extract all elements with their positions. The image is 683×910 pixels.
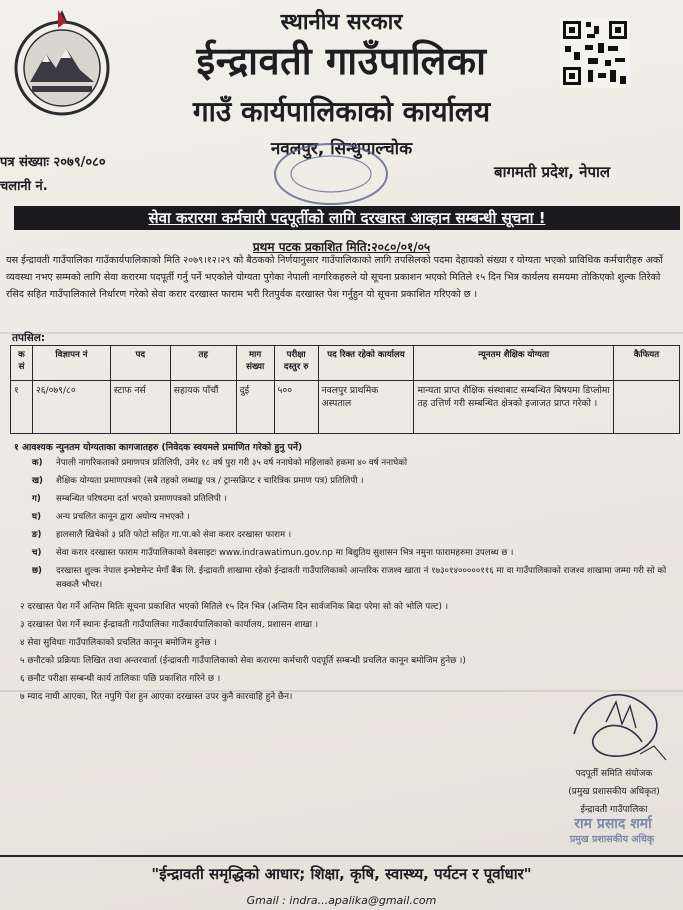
item-marker: घ) xyxy=(32,512,42,522)
item-marker: ग) xyxy=(32,494,41,504)
intro-paragraph: यस ईन्द्रावती गाउँपालिका गाउँकार्यपालिकाको मिति २०७९।१२।२९ को बैठकको निर्णयानुसार गाउँपालिकाको लागि तपसिलको पदमा देहायको संख्या र योग्यता भएको प्राविधिक कर्मचारीहरु अर्को व्यवस्था नभए सम्मको लागि सेवा करारमा पदपूर्ती गर्नु पर्ने भएकोले योग्यता पुगेका नेपाली नागरिकहरुले यो सूचना प्रकाशन भएको मितिले १५ दिन भित्र कार्यलय समयमा तोकिएको शुल्क तिरेको रसिद सहित गाउँपालिकाले निर्धारण गरेको सेवा करार दरखास्त फाराम भरी रितपुर्वक दरखास्त पेश गर्नुहुन यो सूचना प्रकाशित गरिएको छ । xyxy=(6,255,663,300)
publication-date: प्रथम पटक प्रकाशित मिति:२०८०/०१/०५ xyxy=(252,240,431,254)
footer-divider xyxy=(0,855,683,857)
table-row xyxy=(11,381,680,434)
item-marker: छ) xyxy=(32,566,42,576)
item-marker: च) xyxy=(32,548,42,558)
details-label: तपसिल: xyxy=(12,332,46,344)
cell-post: स्टाफ नर्स xyxy=(110,381,170,434)
col-header-qualification: न्यूनतम शैक्षिक योग्यता xyxy=(414,346,614,381)
cell-fee: ५०० xyxy=(274,381,318,434)
cell-remarks xyxy=(614,381,680,434)
signature-role: पदपूर्ती समिति संयोजक xyxy=(575,769,653,779)
item-text: दरखास्त शुल्क नेपाल इन्भेष्टमेन्ट मेगाँ बैंक लि. ईन्द्रावती शाखामा रहेको ईन्द्रावती गाउँपालिकाको आन्तरिक राजश्व खाता नं १७३०१४०००००११६ मा वा गाउँपालिकाको राजश्व शाखामा जम्मा गरी सो को सक्कलै भौचर। xyxy=(56,566,667,590)
letter-number: पत्र संख्याः २०७९/०८० xyxy=(0,155,106,170)
paper-fold xyxy=(0,332,683,334)
vacancy-table xyxy=(10,345,680,434)
cell-qualification: मान्यता प्राप्त शैक्षिक संस्थाबाट सम्बन्धित बिषयमा डिप्लोमा तह उत्तिर्ण गरी सम्बन्धित क्षेत्रको इजाजत प्राप्त गरेको । xyxy=(414,381,614,434)
col-header-level: तह xyxy=(170,346,236,381)
item-text: अन्य प्रचलित कानून द्वारा अयोग्य नभएको । xyxy=(56,512,190,522)
signature-office: ईन्द्रावती गाउँपालिका xyxy=(580,805,648,815)
list-item: ६ छनौट परीक्षा सम्बन्धी कार्य तालिकाः पछि प्रकाशित गरिने छ । xyxy=(20,674,221,684)
dispatch-number: चलानी नं. xyxy=(0,179,48,194)
handwritten-signature xyxy=(556,672,678,772)
col-header-serial: क सं xyxy=(11,346,33,381)
list-item: ५ छनौटको प्रक्रियाः लिखित तथा अन्तरवार्ता (ईन्द्रावती गाउँपालिकाको सेवा करारमा कर्मचारी पदपूर्ति सम्बन्धी प्रचलित कानून बमोजिम हुनेछ ।) xyxy=(20,656,466,666)
item-text: सेवा करार दरखास्त फाराम गाउँपालिकाको वेबसाइटः www.indrawatimun.gov.np मा बिद्युतिय सुशासन भित्र नमुना फारामहरुमा उपलब्ध छ । xyxy=(56,548,514,558)
list-item: ३ दरखास्त पेश गर्ने स्थानः ईन्द्रावती गाउँपालिका गाउँकार्यपालिकाको कार्यालय, प्रशासन शाखा । xyxy=(20,620,319,630)
signatory-designation-stamp: प्रमुख प्रशासकीय अधिकृ xyxy=(569,834,655,845)
cell-demand: दुई xyxy=(236,381,274,434)
notice-title: सेवा करारमा कर्मचारी पदपूर्तीको लागि दरखास्त आव्हान सम्बन्धी सूचना ! xyxy=(148,209,546,227)
item-text: सम्बन्धित परिषदमा दर्ता भएको प्रमाणपत्रको प्रतिलिपी । xyxy=(56,494,227,504)
notice-title-banner xyxy=(14,206,680,230)
col-header-fee: परीक्षा दस्तुर रु xyxy=(274,346,318,381)
col-header-post: पद xyxy=(110,346,170,381)
col-header-demand: माग संख्या xyxy=(236,346,274,381)
list-item: ७ म्याद नाघी आएका, रित नपुगि पेश हुन आएका दरखास्त उपर कुनै कारवाहि हुने छैन। xyxy=(20,692,293,702)
office-stamp xyxy=(272,140,390,208)
list-item: २ दरखास्त पेश गर्ने अन्तिम मितिः सूचना प्रकाशित भएको मितिले १५ दिन भित्र (अन्तिम दिन सार्वजनिक बिदा परेमा सो को भोलि पल्ट) । xyxy=(20,602,449,612)
cell-office: नवलपुर प्राथमिक अस्पताल xyxy=(318,381,414,434)
list-item: ४ सेवा सुविधाः गाउँपालिकाको प्रचलित कानून बमोजिम हुनेछ । xyxy=(20,638,217,648)
item-text: हालसालै खिचेको ३ प्रति फोटो सहित गा.पा.को सेवा करार दरखास्त फाराम । xyxy=(56,530,292,540)
office-heading: गाउँ कार्यपालिकाको कार्यालय xyxy=(192,95,491,128)
footer-email: Gmail : indra...apalika@gmail.com xyxy=(246,894,437,907)
address-heading: नवलपुर, सिन्धुपाल्चोक xyxy=(270,139,413,159)
cell-level: सहायक पाँचौं xyxy=(170,381,236,434)
table-header-row xyxy=(11,346,680,381)
col-header-ad-number: विज्ञापन नं xyxy=(32,346,110,381)
signature-title: (प्रमुख प्रशासकीय अधिकृत) xyxy=(568,787,660,797)
col-header-office: पद रिक्त रहेको कार्यालय xyxy=(318,346,414,381)
item-text: नेपाली नागरिकताको प्रमाणपत्र प्रतिलिपी, उमेर १८ वर्ष पुरा गरी ३५ वर्ष ननाघेको महिलाको हकमा ४० वर्ष ननाघेको xyxy=(56,458,408,468)
item-text: शैक्षिक योग्यता प्रमाणपत्रको (सबै तहको लब्धाङ्क पत्र / ट्रान्सक्रिप्ट र चारित्रिक प्रमाण पत्र) प्रतिलिपी । xyxy=(56,476,364,486)
cell-ad-number: २६/०७९/८० xyxy=(32,381,110,434)
signatory-name-stamp: राम प्रसाद शर्मा xyxy=(574,816,652,832)
footer-slogan: "ईन्द्रावती समृद्धिको आधार; शिक्षा, कृषि, स्वास्थ्य, पर्यटन र पूर्वाधार" xyxy=(151,865,532,883)
province-label: बागमती प्रदेश, नेपाल xyxy=(494,163,611,181)
palika-name-heading: ईन्द्रावती गाउँपालिका xyxy=(196,39,487,83)
item-marker: ङ) xyxy=(32,530,42,540)
cell-serial: १ xyxy=(11,381,33,434)
item-marker: क) xyxy=(32,458,43,468)
col-header-remarks: कैफियत xyxy=(614,346,680,381)
requirements-heading: १ आवश्यक न्युनतम योग्यताका कागजातहरु (निवेदक स्वयमले प्रमाणित गरेको हुनु पर्ने) xyxy=(14,442,303,453)
local-government-heading: स्थानीय सरकार xyxy=(280,10,403,35)
item-marker: ख) xyxy=(32,476,43,486)
